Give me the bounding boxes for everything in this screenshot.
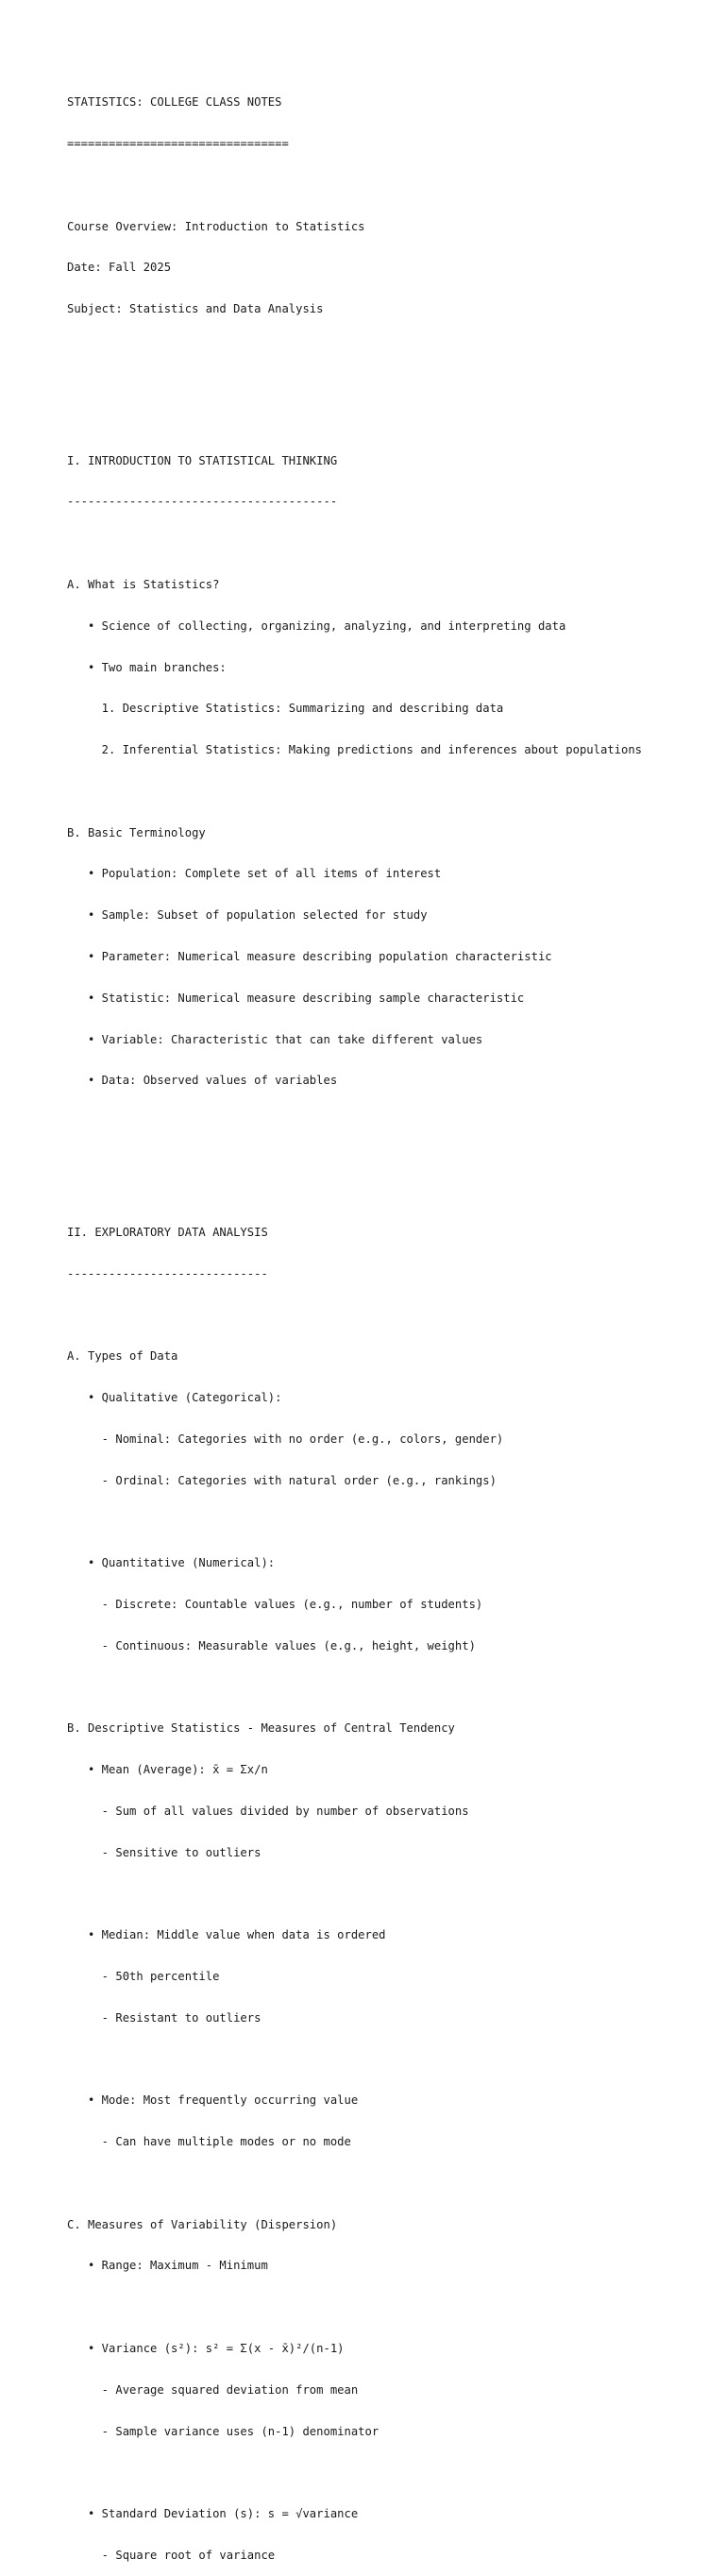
- course-subject: Subject: Statistics and Data Analysis: [67, 302, 324, 316]
- list-item: • Mode: Most frequently occurring value: [67, 2093, 359, 2108]
- blank-line: [67, 785, 642, 799]
- blank-line: [67, 344, 642, 358]
- list-item: 1. Descriptive Statistics: Summarizing and describing data: [67, 702, 504, 716]
- blank-line: [67, 385, 642, 399]
- subsection-heading: B. Basic Terminology: [67, 825, 206, 839]
- subsection-heading: B. Descriptive Statistics - Measures of Central Tendency: [67, 1721, 455, 1736]
- list-item: - Discrete: Countable values (e.g., number of students): [67, 1597, 483, 1611]
- list-item: • Median: Middle value when data is ordered: [67, 1928, 386, 1942]
- document-title: STATISTICS: COLLEGE CLASS NOTES: [67, 95, 282, 110]
- section-heading: II. EXPLORATORY DATA ANALYSIS: [67, 1225, 268, 1239]
- list-item: - Sum of all values divided by number of observations: [67, 1804, 469, 1818]
- list-item: • Science of collecting, organizing, analyzing, and interpreting data: [67, 619, 566, 633]
- blank-line: [67, 1515, 642, 1529]
- document-body: [67, 68, 642, 2576]
- list-item: - Average squared deviation from mean: [67, 2382, 359, 2397]
- blank-line: [67, 2177, 642, 2191]
- list-item: • Variable: Characteristic that can take different values: [67, 1032, 483, 1046]
- list-item: • Quantitative (Numerical):: [67, 1556, 276, 1570]
- list-item: - Sensitive to outliers: [67, 1845, 261, 1859]
- section-underline: -----------------------------: [67, 1266, 268, 1280]
- list-item: • Standard Deviation (s): s = √variance: [67, 2507, 359, 2521]
- blank-line: [67, 1680, 642, 1694]
- list-item: - Nominal: Categories with no order (e.g., colors, gender): [67, 1432, 504, 1446]
- list-item: • Mean (Average): x̄ = Σx/n: [67, 1763, 268, 1777]
- list-item: - Can have multiple modes or no mode: [67, 2135, 351, 2149]
- list-item: • Variance (s²): s² = Σ(x - x̄)²/(n-1): [67, 2341, 345, 2355]
- list-item: - Resistant to outliers: [67, 2010, 261, 2025]
- course-date: Date: Fall 2025: [67, 261, 172, 275]
- list-item: - Sample variance uses (n-1) denominator: [67, 2424, 379, 2438]
- list-item: • Sample: Subset of population selected for study: [67, 908, 428, 923]
- section-underline: ---------------------------------------: [67, 495, 338, 509]
- list-item: • Data: Observed values of variables: [67, 1074, 338, 1088]
- blank-line: [67, 536, 642, 551]
- blank-line: [67, 178, 642, 193]
- blank-line: [67, 1115, 642, 1129]
- blank-line: [67, 2053, 642, 2067]
- list-item: • Range: Maximum - Minimum: [67, 2259, 268, 2273]
- list-item: - 50th percentile: [67, 1969, 220, 1983]
- blank-line: [67, 1308, 642, 1322]
- subsection-heading: A. Types of Data: [67, 1349, 178, 1364]
- blank-line: [67, 2300, 642, 2314]
- blank-line: [67, 1887, 642, 1901]
- list-item: - Ordinal: Categories with natural order (e.g., rankings): [67, 1473, 497, 1487]
- list-item: • Two main branches:: [67, 660, 227, 674]
- section-heading: I. INTRODUCTION TO STATISTICAL THINKING: [67, 453, 338, 467]
- blank-line: [67, 1157, 642, 1171]
- blank-line: [67, 2466, 642, 2480]
- list-item: • Population: Complete set of all items of interest: [67, 867, 442, 881]
- subsection-heading: A. What is Statistics?: [67, 577, 220, 591]
- list-item: - Continuous: Measurable values (e.g., height, weight): [67, 1638, 476, 1652]
- list-item: - Square root of variance: [67, 2548, 276, 2562]
- title-underline: ================================: [67, 136, 289, 150]
- subsection-heading: C. Measures of Variability (Dispersion): [67, 2217, 338, 2231]
- list-item: 2. Inferential Statistics: Making predictions and inferences about populations: [67, 743, 643, 757]
- list-item: • Parameter: Numerical measure describing population characteristic: [67, 950, 552, 963]
- course-overview: Course Overview: Introduction to Statistics: [67, 219, 365, 233]
- list-item: • Statistic: Numerical measure describing sample characteristic: [67, 991, 525, 1005]
- list-item: • Qualitative (Categorical):: [67, 1391, 282, 1404]
